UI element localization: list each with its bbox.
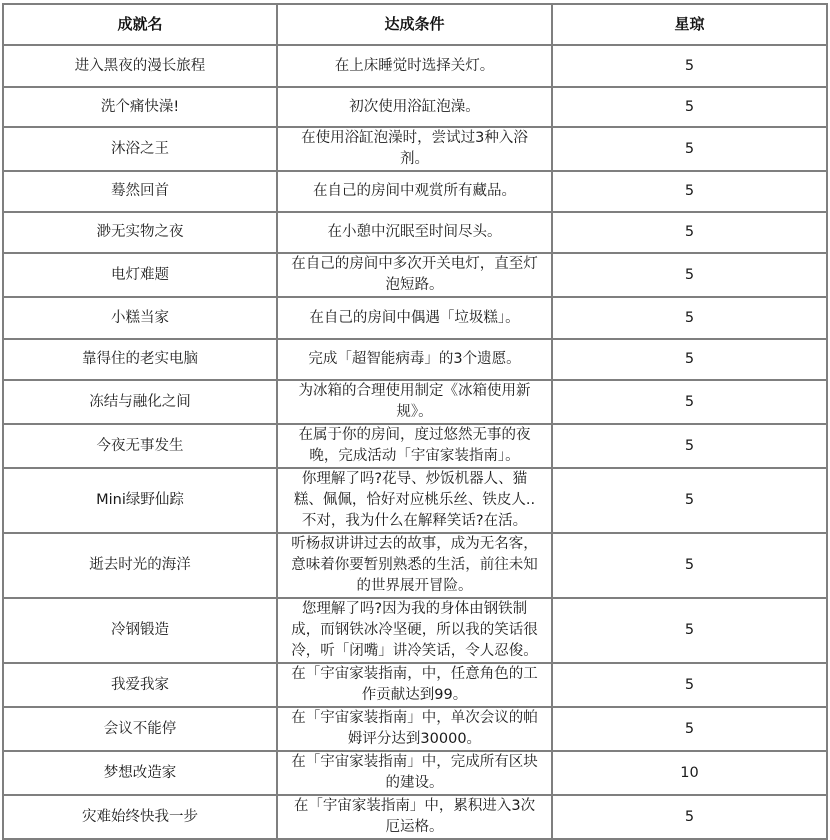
condition-line: 在上床睡觉时选择关灯。 (334, 57, 495, 74)
achievement-name: 今夜无事发生 (3, 424, 277, 468)
achievement-name: 冷钢锻造 (3, 598, 277, 663)
condition-line: 在「宇宙家装指南」中，完成所有区块 (291, 754, 538, 770)
condition-line: 意味着你要暂别熟悉的生活，前往未知 (291, 557, 538, 573)
condition-line: 规》。 (396, 404, 433, 420)
achievement-name: 渺无实物之夜 (3, 212, 277, 253)
table-row (3, 663, 827, 707)
achievement-name: 梦想改造家 (3, 751, 277, 795)
achievement-condition (277, 127, 552, 171)
condition-line: 您理解了吗?因为我的身体由钢铁制 (301, 601, 528, 617)
condition-line: 在自己的房间中观赏所有藏品。 (313, 183, 516, 199)
achievement-condition (277, 87, 552, 127)
condition-line: 你理解了吗?花导、炒饭机器人、猫 (301, 471, 528, 487)
condition-line: 糕、佩佩，恰好对应桃乐丝、铁皮人.. (293, 492, 536, 508)
achievement-name: 靠得住的老实电脑 (3, 339, 277, 380)
table-row (3, 707, 827, 751)
condition-line: 晚，完成活动「宇宙家装指南」。 (309, 448, 520, 464)
stellar-jade-reward: 5 (552, 297, 827, 339)
table-header-row (3, 4, 827, 45)
condition-line: 作贡献达到99。 (361, 687, 468, 703)
condition-line: 初次使用浴缸泡澡。 (349, 98, 480, 115)
table-row (3, 468, 827, 533)
achievement-name: 冻结与融化之间 (3, 380, 277, 424)
condition-line: 完成「超智能病毒」的3个遗愿。 (308, 351, 521, 367)
condition-line: 厄运格。 (385, 819, 444, 835)
table-row (3, 751, 827, 795)
achievement-name: 洗个痛快澡! (3, 87, 277, 127)
achievement-name: 我爱我家 (3, 663, 277, 707)
condition-line: 在「宇宙家装指南」中，累积进入3次 (293, 798, 536, 814)
achievement-condition (277, 297, 552, 339)
achievement-name: 进入黑夜的漫长旅程 (3, 45, 277, 87)
stellar-jade-reward: 5 (552, 253, 827, 297)
stellar-jade-reward: 5 (552, 45, 827, 87)
achievement-condition (277, 171, 552, 212)
table-row (3, 45, 827, 87)
condition-line: 成，而钢铁冰冷坚硬，所以我的笑话很 (291, 622, 538, 638)
achievement-name: 蓦然回首 (3, 171, 277, 212)
table-row (3, 533, 827, 598)
table-row (3, 171, 827, 212)
stellar-jade-reward: 5 (552, 171, 827, 212)
condition-line: 不对，我为什么在解释笑话?在活。 (301, 513, 528, 529)
stellar-jade-reward: 5 (552, 533, 827, 598)
condition-line: 在「宇宙家装指南，中，任意角色的工 (291, 666, 538, 682)
achievement-name: 沐浴之王 (3, 127, 277, 171)
condition-line: 在属于你的房间，度过悠然无事的夜 (298, 427, 531, 443)
stellar-jade-reward: 5 (552, 598, 827, 663)
condition-line: 剂。 (400, 151, 429, 167)
achievement-name: 逝去时光的海洋 (3, 533, 277, 598)
condition-line: 泡短路。 (385, 277, 444, 293)
condition-line: 在自己的房间中多次开关电灯，直至灯 (291, 256, 538, 272)
achievement-condition (277, 424, 552, 468)
achievement-condition (277, 663, 552, 707)
achievement-table (2, 3, 828, 840)
table-row (3, 424, 827, 468)
stellar-jade-reward: 5 (552, 663, 827, 707)
table-row (3, 598, 827, 663)
achievement-condition (277, 253, 552, 297)
achievement-condition (277, 45, 552, 87)
achievement-condition (277, 795, 552, 839)
header-achievement-name: 成就名 (3, 4, 277, 45)
condition-line: 在「宇宙家装指南」中，单次会议的帕 (291, 710, 538, 726)
table-row (3, 212, 827, 253)
achievement-name: 小糕当家 (3, 297, 277, 339)
achievement-name: 会议不能停 (3, 707, 277, 751)
stellar-jade-reward: 5 (552, 468, 827, 533)
condition-line: 听杨叔讲讲过去的故事，成为无名客， (291, 536, 538, 552)
achievement-condition (277, 751, 552, 795)
achievement-condition (277, 598, 552, 663)
table-row (3, 127, 827, 171)
condition-line: 冷，听「闭嘴」讲冷笑话，令人忍俊。 (291, 643, 538, 659)
stellar-jade-reward: 5 (552, 127, 827, 171)
condition-line: 为冰箱的合理使用制定《冰箱使用新 (298, 383, 531, 399)
table-row (3, 297, 827, 339)
table-row (3, 380, 827, 424)
stellar-jade-reward: 5 (552, 339, 827, 380)
stellar-jade-reward: 5 (552, 212, 827, 253)
achievement-name: 灾难始终快我一步 (3, 795, 277, 839)
condition-line: 姆评分达到30000。 (347, 731, 482, 747)
achievement-name: 电灯难题 (3, 253, 277, 297)
condition-line: 在自己的房间中偶遇「垃圾糕」。 (309, 309, 520, 326)
table-row (3, 339, 827, 380)
condition-line: 在使用浴缸泡澡时，尝试过3种入浴 (301, 130, 528, 146)
table-row (3, 253, 827, 297)
achievement-name: Mini绿野仙踪 (3, 468, 277, 533)
condition-line: 的世界展开冒险。 (356, 578, 473, 594)
stellar-jade-reward: 5 (552, 380, 827, 424)
table-row (3, 87, 827, 127)
achievement-condition (277, 380, 552, 424)
stellar-jade-reward: 5 (552, 87, 827, 127)
header-reward: 星琼 (552, 4, 827, 45)
achievement-condition (277, 707, 552, 751)
table-row (3, 795, 827, 839)
stellar-jade-reward: 5 (552, 795, 827, 839)
achievement-condition (277, 339, 552, 380)
achievement-condition (277, 533, 552, 598)
condition-line: 的建设。 (385, 775, 444, 791)
achievement-condition (277, 212, 552, 253)
header-condition: 达成条件 (277, 4, 552, 45)
stellar-jade-reward: 5 (552, 424, 827, 468)
achievement-condition (277, 468, 552, 533)
stellar-jade-reward: 5 (552, 707, 827, 751)
stellar-jade-reward: 10 (552, 751, 827, 795)
condition-line: 在小憩中沉眠至时间尽头。 (327, 224, 502, 240)
